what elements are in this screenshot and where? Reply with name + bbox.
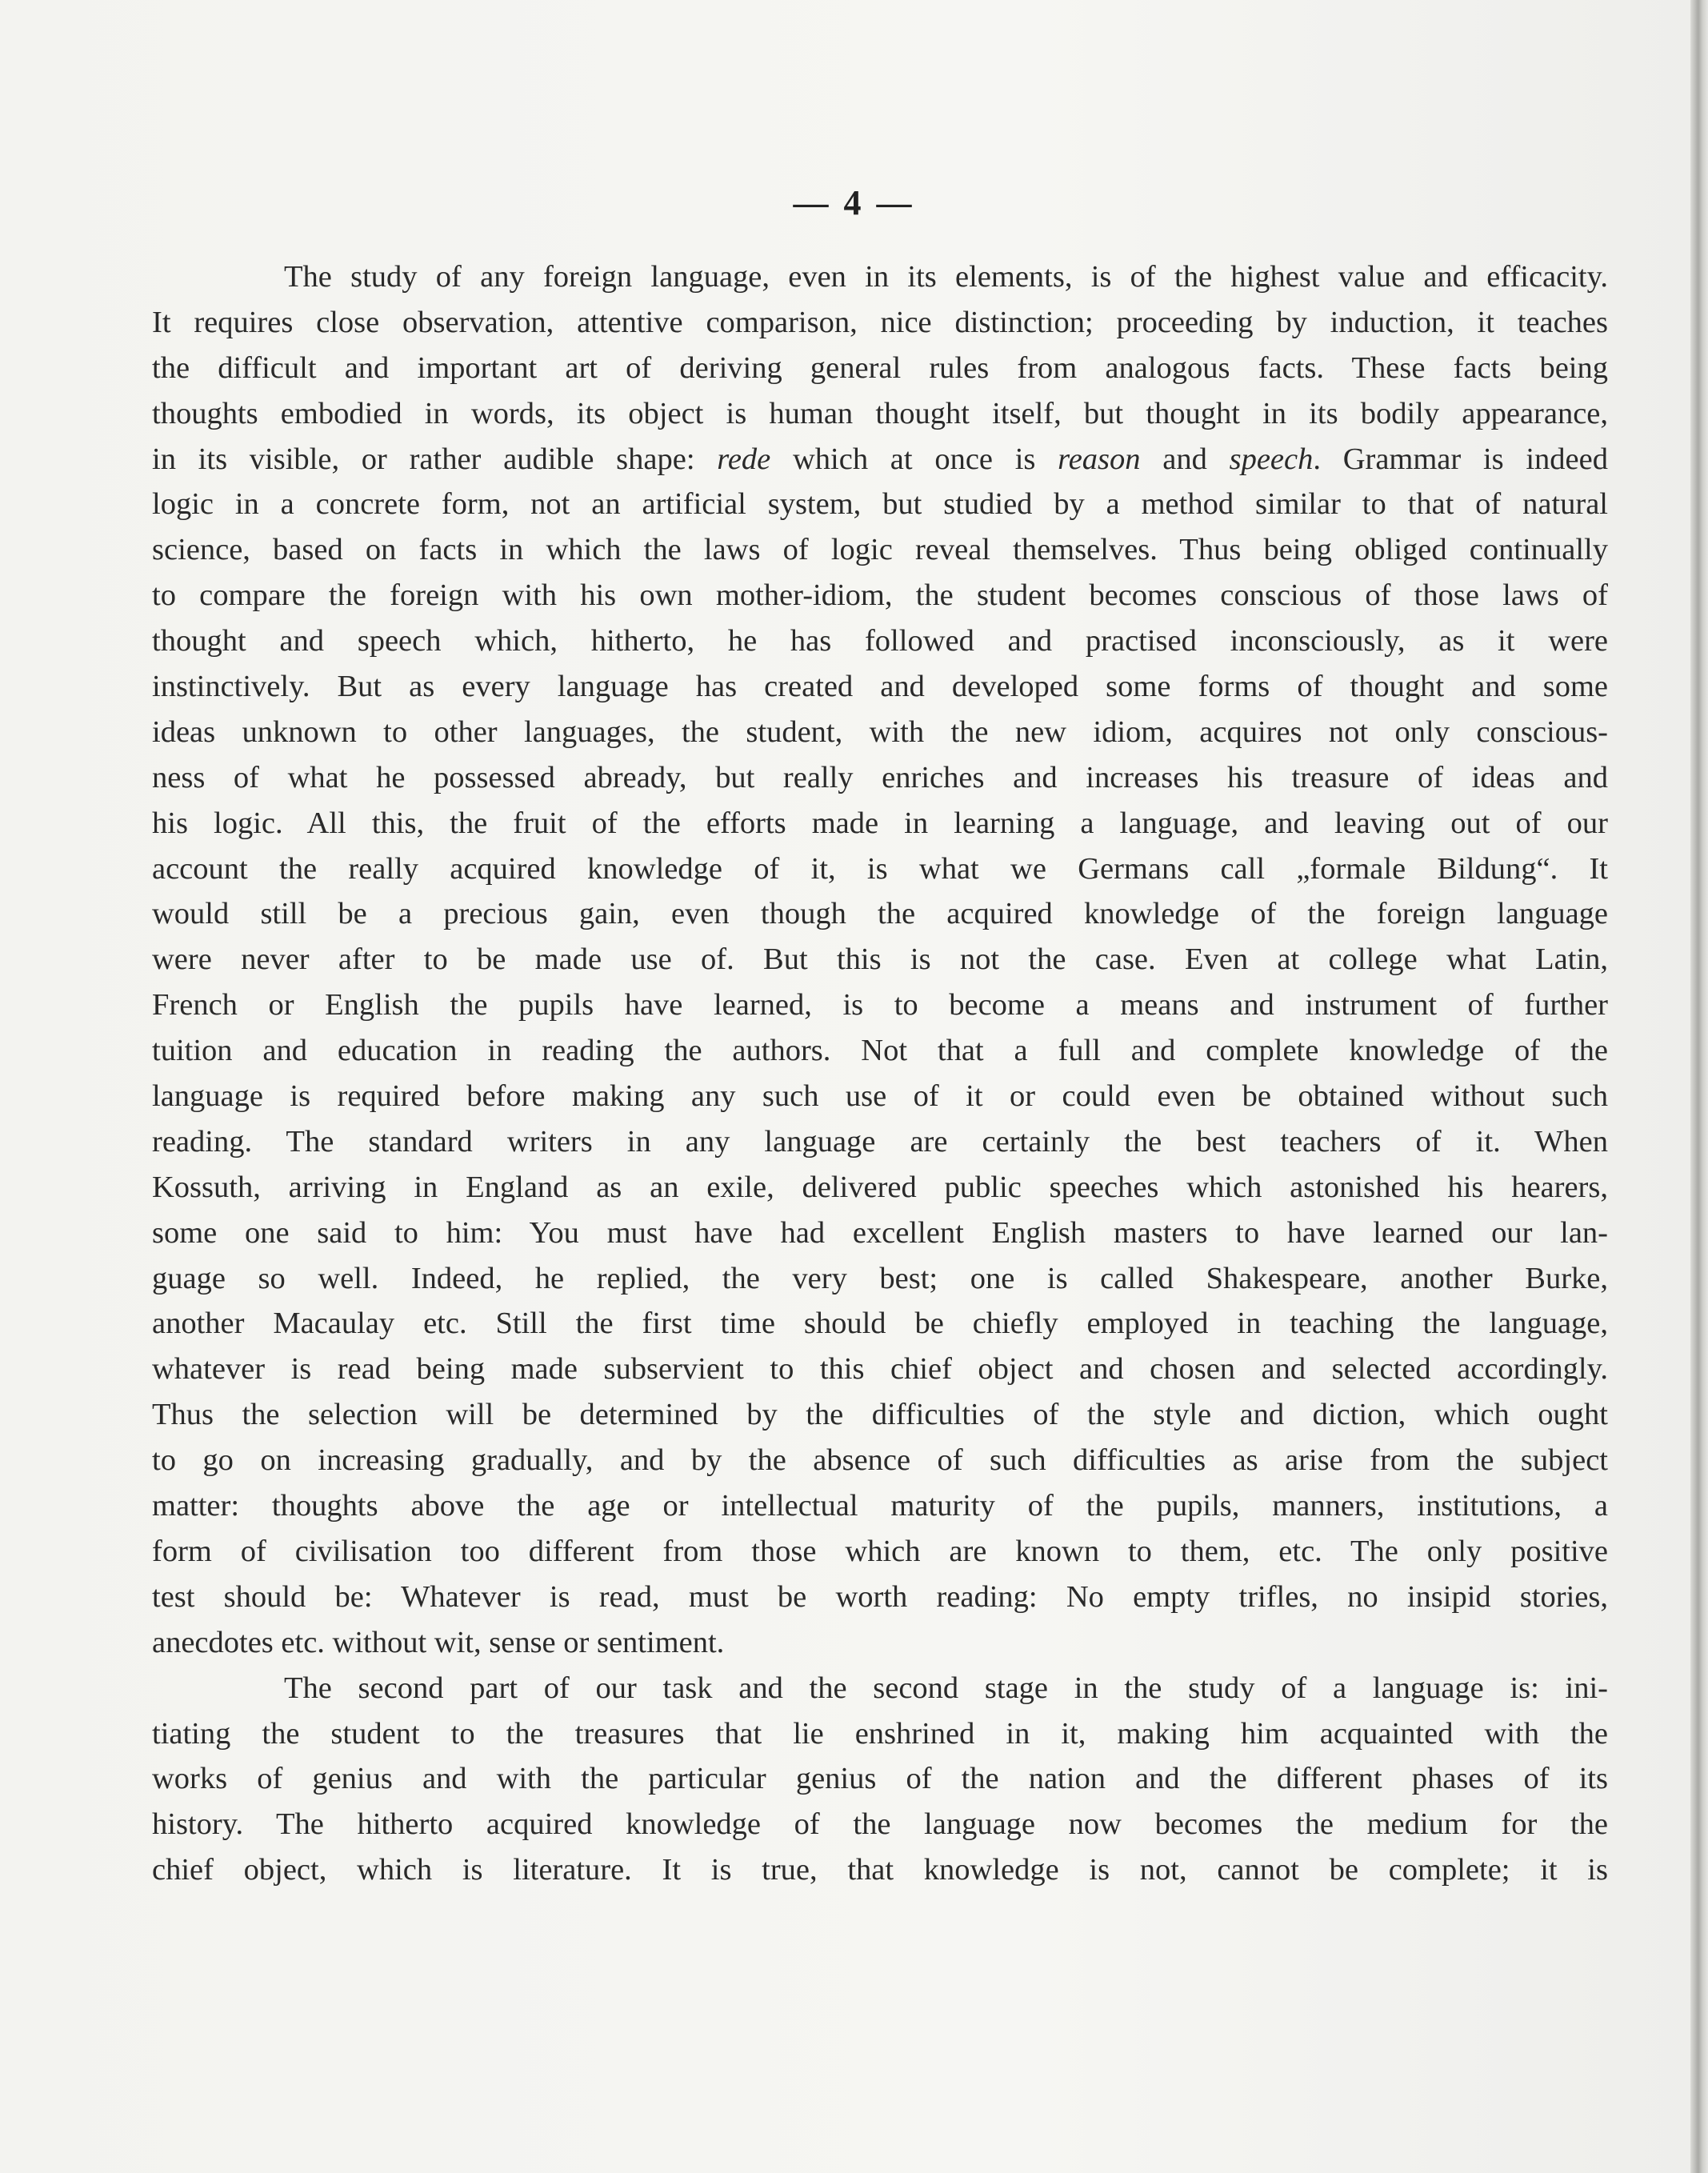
text-line: were never after to be made use of. But this is not the case. Even at college what Latin, xyxy=(152,942,1608,977)
text-line: Thus the selection will be determined by the difficulties of the style and diction, which ought xyxy=(152,1398,1608,1432)
text-run: which at once is xyxy=(770,442,1058,476)
text-line: tuition and education in reading the authors. Not that a full and complete knowledge of the xyxy=(152,1034,1608,1068)
text-line: chief object, which is literature. It is true, that knowledge is not, cannot be complete; it is xyxy=(152,1853,1608,1887)
text-line: The study of any foreign language, even in its elements, is of the highest value and efficacity. xyxy=(284,260,1608,294)
text-line: thoughts embodied in words, its object is human thought itself, but thought in its bodily appearance, xyxy=(152,396,1608,430)
page-number: — 4 — xyxy=(793,183,915,222)
text-line: logic in a concrete form, not an artificial system, but studied by a method similar to that of natural xyxy=(152,487,1608,522)
text-line: history. The hitherto acquired knowledge of the language now becomes the medium for the xyxy=(152,1807,1608,1842)
text-line: some one said to him: You must have had excellent English masters to have learned our lan- xyxy=(152,1215,1608,1250)
text-line: tiating the student to the treasures that lie enshrined in it, making him acquainted with the xyxy=(152,1716,1608,1751)
text-line: thought and speech which, hitherto, he has followed and practised inconsciously, as it were xyxy=(152,624,1608,658)
text-line: The second part of our task and the second stage in the study of a language is: ini- xyxy=(284,1671,1608,1705)
text-run: in its visible, or rather audible shape: xyxy=(152,442,718,476)
text-line: French or English the pupils have learned, is to become a means and instrument of further xyxy=(152,988,1608,1022)
italic-term-rede: rede xyxy=(717,442,771,476)
text-line: guage so well. Indeed, he replied, the very best; one is called Shakespeare, another Burke, xyxy=(152,1261,1608,1295)
text-line: his logic. All this, the fruit of the efforts made in learning a language, and leaving out of our xyxy=(152,806,1608,840)
text-line: another Macaulay etc. Still the first time should be chiefly employed in teaching the language, xyxy=(152,1307,1608,1341)
text-line xyxy=(152,437,1608,482)
italic-term-speech: speech xyxy=(1229,442,1314,476)
body-text xyxy=(152,254,1608,1893)
text-line: account the really acquired knowledge of it, is what we Germans call „formale Bildung“. It xyxy=(152,851,1608,886)
text-line: instinctively. But as every language has created and developed some forms of thought and some xyxy=(152,670,1608,704)
text-line: reading. The standard writers in any language are certainly the best teachers of it. When xyxy=(152,1124,1608,1159)
text-line: to go on increasing gradually, and by the absence of such difficulties as arise from the subject xyxy=(152,1443,1608,1478)
text-line: to compare the foreign with his own mother-idiom, the student becomes conscious of those laws of xyxy=(152,578,1608,613)
text-run: . Grammar is indeed xyxy=(1313,442,1608,476)
text-line: It requires close observation, attentive comparison, nice distinction; proceeding by induction, it teaches xyxy=(152,305,1608,339)
text-line: science, based on facts in which the laws of logic reveal themselves. Thus being obliged continually xyxy=(152,533,1608,567)
text-line: test should be: Whatever is read, must be worth reading: No empty trifles, no insipid stories, xyxy=(152,1579,1608,1614)
text-line: would still be a precious gain, even though the acquired knowledge of the foreign language xyxy=(152,897,1608,931)
italic-term-reason: reason xyxy=(1058,442,1141,476)
text-line: the difficult and important art of deriving general rules from analogous facts. These facts being xyxy=(152,350,1608,385)
text-run: and xyxy=(1140,442,1230,476)
text-line: form of civilisation too different from those which are known to them, etc. The only positive xyxy=(152,1534,1608,1568)
page-binding-edge xyxy=(1690,0,1708,2173)
text-line: anecdotes etc. without wit, sense or sentiment. xyxy=(152,1625,725,1659)
text-line: matter: thoughts above the age or intellectual maturity of the pupils, manners, institutions, a xyxy=(152,1489,1608,1523)
text-line: works of genius and with the particular genius of the nation and the different phases of its xyxy=(152,1762,1608,1796)
text-line: Kossuth, arriving in England as an exile, delivered public speeches which astonished his hearers, xyxy=(152,1170,1608,1204)
text-line: ness of what he possessed abready, but really enriches and increases his treasure of ideas and xyxy=(152,760,1608,794)
text-line: whatever is read being made subservient to this chief object and chosen and selected accordingly. xyxy=(152,1352,1608,1387)
text-line: ideas unknown to other languages, the student, with the new idiom, acquires not only conscious- xyxy=(152,714,1608,749)
text-line: language is required before making any such use of it or could even be obtained without such xyxy=(152,1079,1608,1114)
